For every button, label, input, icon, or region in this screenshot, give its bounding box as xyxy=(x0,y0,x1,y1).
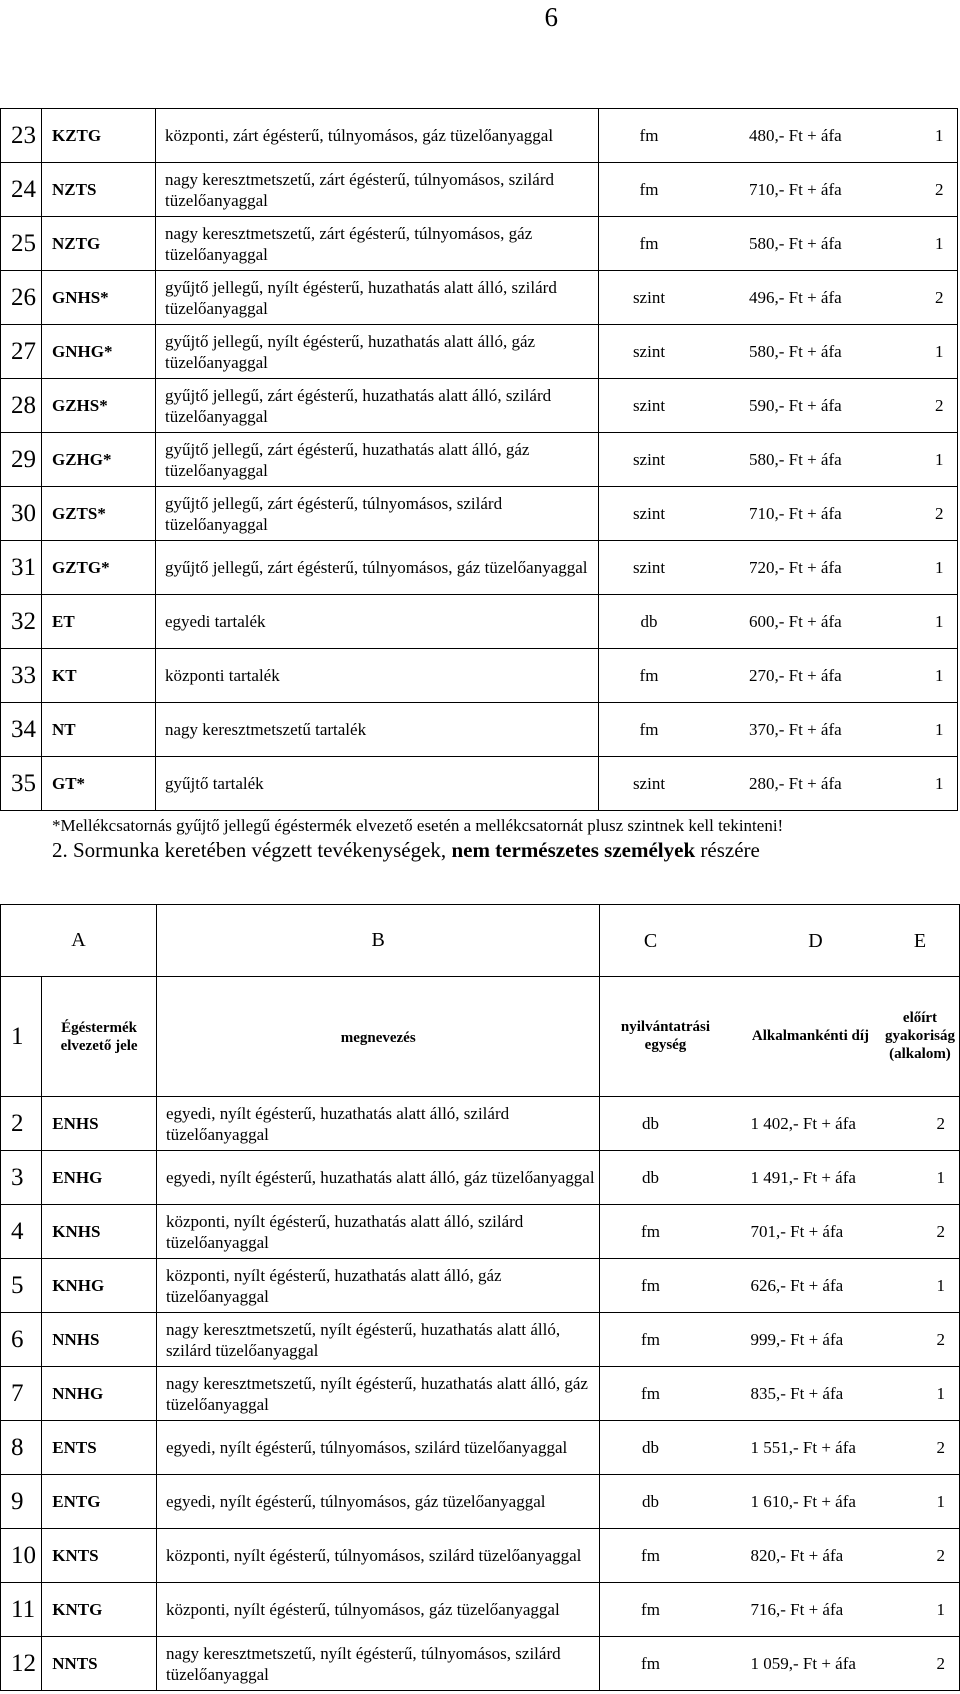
row-frequency: 2 xyxy=(936,1113,945,1133)
row-price: 590,- Ft + áfa xyxy=(749,395,842,415)
row-code: GZHS* xyxy=(42,379,156,433)
row-price: 370,- Ft + áfa xyxy=(749,719,842,739)
row-price: 1 059,- Ft + áfa xyxy=(750,1653,856,1673)
row-code: KNTG xyxy=(42,1583,157,1637)
row-frequency: 1 xyxy=(935,557,944,577)
row-code: NNHG xyxy=(42,1367,157,1421)
table-row xyxy=(1,163,958,217)
row-frequency: 1 xyxy=(935,125,944,145)
row-unit: db xyxy=(641,1437,659,1457)
table-row xyxy=(1,1097,960,1151)
row-pricing xyxy=(599,271,958,325)
row-description: egyedi, nyílt égésterű, huzathatás alatt álló, gáz tüzelőanyaggal xyxy=(156,1151,600,1205)
row-description: nagy keresztmetszetű, nyílt égésterű, huzathatás alatt álló, gáz tüzelőanyaggal xyxy=(156,1367,600,1421)
table-row xyxy=(1,109,958,163)
table-row xyxy=(1,379,958,433)
row-price: 270,- Ft + áfa xyxy=(749,665,842,685)
table-row xyxy=(1,757,958,811)
table-row xyxy=(1,433,958,487)
header-row xyxy=(1,977,960,1097)
row-number: 12 xyxy=(1,1637,42,1691)
row-unit: fm xyxy=(641,1383,660,1403)
row-pricing xyxy=(599,163,958,217)
row-unit: db xyxy=(641,1167,659,1187)
row-number: 5 xyxy=(1,1259,42,1313)
row-price: 496,- Ft + áfa xyxy=(749,287,842,307)
row-description: egyedi, nyílt égésterű, huzathatás alatt álló, szilárd tüzelőanyaggal xyxy=(156,1097,600,1151)
row-frequency: 2 xyxy=(936,1545,945,1565)
row-number: 30 xyxy=(1,487,42,541)
row-unit: fm xyxy=(641,1221,660,1241)
row-frequency: 1 xyxy=(935,449,944,469)
row-description: nagy keresztmetszetű, nyílt égésterű, túlnyomásos, szilárd tüzelőanyaggal xyxy=(156,1637,600,1691)
row-price: 716,- Ft + áfa xyxy=(750,1599,844,1619)
table-row xyxy=(1,1205,960,1259)
row-price: 626,- Ft + áfa xyxy=(750,1275,844,1295)
row-frequency: 1 xyxy=(935,773,944,793)
row-code: GT* xyxy=(42,757,156,811)
row-number: 27 xyxy=(1,325,42,379)
row-frequency: 1 xyxy=(936,1167,945,1187)
table-row xyxy=(1,1475,960,1529)
row-pricing xyxy=(599,595,958,649)
row-unit: db xyxy=(640,611,658,631)
row-description: nagy keresztmetszetű, zárt égésterű, túlnyomásos, gáz tüzelőanyaggal xyxy=(156,217,599,271)
row-code: GZHG* xyxy=(42,433,156,487)
row-code: KNTS xyxy=(42,1529,157,1583)
row-description: központi, zárt égésterű, túlnyomásos, gáz tüzelőanyaggal xyxy=(156,109,599,163)
row-pricing xyxy=(600,1637,960,1691)
row-code: KNHS xyxy=(42,1205,157,1259)
row-pricing xyxy=(599,217,958,271)
section-number: 2. xyxy=(52,838,68,862)
table-row xyxy=(1,1637,960,1691)
row-frequency: 1 xyxy=(935,611,944,631)
row-unit: szint xyxy=(632,395,666,415)
col-letters-cde xyxy=(600,905,960,977)
row-code: NT xyxy=(42,703,156,757)
row-pricing xyxy=(600,1259,960,1313)
row-pricing xyxy=(600,1583,960,1637)
row-frequency: 1 xyxy=(936,1383,945,1403)
row-number: 29 xyxy=(1,433,42,487)
row-pricing xyxy=(599,487,958,541)
row-code: GNHG* xyxy=(42,325,156,379)
row-pricing xyxy=(599,433,958,487)
row-description: központi, nyílt égésterű, huzathatás alatt álló, gáz tüzelőanyaggal xyxy=(156,1259,600,1313)
row-description: központi, nyílt égésterű, huzathatás alatt álló, szilárd tüzelőanyaggal xyxy=(156,1205,600,1259)
table-row xyxy=(1,1313,960,1367)
row-price: 710,- Ft + áfa xyxy=(749,503,842,523)
row-price: 580,- Ft + áfa xyxy=(749,341,842,361)
table-row xyxy=(1,325,958,379)
row-pricing xyxy=(600,1151,960,1205)
row-description: központi, nyílt égésterű, túlnyomásos, gáz tüzelőanyaggal xyxy=(156,1583,600,1637)
row-description: nagy keresztmetszetű tartalék xyxy=(156,703,599,757)
row-description: központi, nyílt égésterű, túlnyomásos, szilárd tüzelőanyaggal xyxy=(156,1529,600,1583)
row-number: 28 xyxy=(1,379,42,433)
header-desc: megnevezés xyxy=(156,977,600,1097)
row-number: 6 xyxy=(1,1313,42,1367)
section-text-before: Sormunka keretében végzett tevékenységek, xyxy=(73,838,447,862)
col-letter-c: C xyxy=(643,929,658,952)
row-price: 1 551,- Ft + áfa xyxy=(750,1437,856,1457)
row-description: központi tartalék xyxy=(156,649,599,703)
row-number: 33 xyxy=(1,649,42,703)
row-code: ENTS xyxy=(42,1421,157,1475)
row-price: 1 402,- Ft + áfa xyxy=(750,1113,856,1133)
row-frequency: 1 xyxy=(935,665,944,685)
column-letter-row xyxy=(1,905,960,977)
table-row xyxy=(1,1259,960,1313)
row-code: NNHS xyxy=(42,1313,157,1367)
row-unit: fm xyxy=(639,125,659,145)
table-row xyxy=(1,487,958,541)
row-unit: fm xyxy=(641,1653,660,1673)
row-number: 2 xyxy=(1,1097,42,1151)
section-text-after: részére xyxy=(700,838,760,862)
row-pricing xyxy=(599,649,958,703)
row-price: 580,- Ft + áfa xyxy=(749,233,842,253)
row-description: gyűjtő tartalék xyxy=(156,757,599,811)
row-number: 35 xyxy=(1,757,42,811)
row-description: gyűjtő jellegű, nyílt égésterű, huzathatás alatt álló, gáz tüzelőanyaggal xyxy=(156,325,599,379)
row-frequency: 2 xyxy=(935,179,944,199)
row-unit: fm xyxy=(641,1329,660,1349)
row-number: 10 xyxy=(1,1529,42,1583)
row-description: gyűjtő jellegű, zárt égésterű, túlnyomásos, gáz tüzelőanyaggal xyxy=(156,541,599,595)
row-pricing xyxy=(599,109,958,163)
row-frequency: 1 xyxy=(936,1275,945,1295)
row-code: NZTG xyxy=(42,217,156,271)
row-description: gyűjtő jellegű, zárt égésterű, huzathatás alatt álló, szilárd tüzelőanyaggal xyxy=(156,379,599,433)
row-unit: fm xyxy=(639,233,659,253)
row-frequency: 1 xyxy=(935,341,944,361)
table-row xyxy=(1,595,958,649)
row-code: ENTG xyxy=(42,1475,157,1529)
header-code: Égéstermék elvezető jele xyxy=(42,977,157,1097)
row-unit: fm xyxy=(639,179,659,199)
row-price: 720,- Ft + áfa xyxy=(749,557,842,577)
row-price: 835,- Ft + áfa xyxy=(750,1383,844,1403)
row-price: 1 491,- Ft + áfa xyxy=(750,1167,856,1187)
row-pricing xyxy=(599,541,958,595)
table-row xyxy=(1,1367,960,1421)
row-pricing xyxy=(600,1313,960,1367)
table-row xyxy=(1,703,958,757)
row-code: GZTG* xyxy=(42,541,156,595)
col-letter-e: E xyxy=(913,929,927,952)
row-pricing xyxy=(599,325,958,379)
row-description: nagy keresztmetszetű, nyílt égésterű, huzathatás alatt álló, szilárd tüzelőanyaggal xyxy=(156,1313,600,1367)
row-description: egyedi tartalék xyxy=(156,595,599,649)
row-frequency: 2 xyxy=(936,1329,945,1349)
table-row xyxy=(1,649,958,703)
row-price: 710,- Ft + áfa xyxy=(749,179,842,199)
table-row xyxy=(1,1529,960,1583)
header-rest xyxy=(600,977,960,1097)
row-pricing xyxy=(600,1421,960,1475)
row-unit: db xyxy=(641,1491,659,1511)
row-pricing xyxy=(600,1529,960,1583)
row-frequency: 2 xyxy=(936,1437,945,1457)
row-price: 580,- Ft + áfa xyxy=(749,449,842,469)
header-unit: nyilvántatrási egység xyxy=(620,1018,711,1053)
row-number: 8 xyxy=(1,1421,42,1475)
footnote: *Mellékcsatornás gyűjtő jellegű égéstermék elvezető esetén a mellékcsatornát plusz szintnek kell tekinteni! xyxy=(52,816,784,835)
row-number: 11 xyxy=(1,1583,42,1637)
row-pricing xyxy=(599,703,958,757)
row-code: GZTS* xyxy=(42,487,156,541)
row-price: 280,- Ft + áfa xyxy=(749,773,842,793)
row-description: gyűjtő jellegű, nyílt égésterű, huzathatás alatt álló, szilárd tüzelőanyaggal xyxy=(156,271,599,325)
row-number: 25 xyxy=(1,217,42,271)
row-unit: szint xyxy=(632,503,666,523)
row-description: nagy keresztmetszetű, zárt égésterű, túlnyomásos, szilárd tüzelőanyaggal xyxy=(156,163,599,217)
section-heading xyxy=(52,838,760,863)
row-unit: szint xyxy=(632,773,666,793)
row-pricing xyxy=(599,379,958,433)
row-unit: szint xyxy=(632,341,666,361)
row-code: GNHS* xyxy=(42,271,156,325)
header-price: Alkalmankénti díj xyxy=(751,1027,870,1044)
section-text-bold: nem természetes személyek xyxy=(451,838,696,862)
price-table-1 xyxy=(0,108,958,811)
row-price: 701,- Ft + áfa xyxy=(750,1221,844,1241)
row-frequency: 1 xyxy=(936,1491,945,1511)
row-frequency: 1 xyxy=(935,233,944,253)
table-row xyxy=(1,1421,960,1475)
col-letter-b: B xyxy=(156,905,600,977)
row-price: 480,- Ft + áfa xyxy=(749,125,842,145)
row-code: KNHG xyxy=(42,1259,157,1313)
row-frequency: 2 xyxy=(936,1653,945,1673)
row-number: 4 xyxy=(1,1205,42,1259)
row-pricing xyxy=(600,1097,960,1151)
row-unit: fm xyxy=(641,1275,660,1295)
page-number: 6 xyxy=(544,2,558,32)
row-frequency: 2 xyxy=(935,503,944,523)
row-frequency: 2 xyxy=(935,287,944,307)
price-table-2 xyxy=(0,904,960,1691)
row-code: ET xyxy=(42,595,156,649)
col-letter-d: D xyxy=(808,929,823,952)
table-row xyxy=(1,217,958,271)
row-description: egyedi, nyílt égésterű, túlnyomásos, gáz tüzelőanyaggal xyxy=(156,1475,600,1529)
row-unit: szint xyxy=(632,287,666,307)
row-unit: szint xyxy=(632,449,666,469)
row-price: 600,- Ft + áfa xyxy=(749,611,842,631)
row-pricing xyxy=(600,1367,960,1421)
row-price: 999,- Ft + áfa xyxy=(750,1329,844,1349)
row-pricing xyxy=(600,1205,960,1259)
row-frequency: 1 xyxy=(935,719,944,739)
header-num: 1 xyxy=(1,977,42,1097)
row-frequency: 2 xyxy=(936,1221,945,1241)
row-pricing xyxy=(599,757,958,811)
row-number: 23 xyxy=(1,109,42,163)
row-price: 820,- Ft + áfa xyxy=(750,1545,844,1565)
row-description: gyűjtő jellegű, zárt égésterű, huzathatás alatt álló, gáz tüzelőanyaggal xyxy=(156,433,599,487)
row-code: ENHG xyxy=(42,1151,157,1205)
row-unit: fm xyxy=(641,1599,660,1619)
row-description: egyedi, nyílt égésterű, túlnyomásos, szilárd tüzelőanyaggal xyxy=(156,1421,600,1475)
row-description: gyűjtő jellegű, zárt égésterű, túlnyomásos, szilárd tüzelőanyaggal xyxy=(156,487,599,541)
col-letter-a: A xyxy=(1,905,157,977)
table-row xyxy=(1,1583,960,1637)
row-price: 1 610,- Ft + áfa xyxy=(750,1491,856,1511)
row-unit: fm xyxy=(639,665,659,685)
header-freq: előírt gyakoriság (alkalom) xyxy=(884,1009,955,1062)
row-number: 32 xyxy=(1,595,42,649)
row-unit: db xyxy=(641,1113,659,1133)
row-number: 3 xyxy=(1,1151,42,1205)
row-frequency: 2 xyxy=(935,395,944,415)
row-code: KZTG xyxy=(42,109,156,163)
row-pricing xyxy=(600,1475,960,1529)
row-number: 26 xyxy=(1,271,42,325)
row-number: 24 xyxy=(1,163,42,217)
row-number: 31 xyxy=(1,541,42,595)
row-unit: fm xyxy=(641,1545,660,1565)
row-code: KT xyxy=(42,649,156,703)
row-unit: szint xyxy=(632,557,666,577)
table-row xyxy=(1,541,958,595)
table-row xyxy=(1,1151,960,1205)
row-number: 7 xyxy=(1,1367,42,1421)
row-code: ENHS xyxy=(42,1097,157,1151)
row-frequency: 1 xyxy=(936,1599,945,1619)
row-code: NNTS xyxy=(42,1637,157,1691)
row-unit: fm xyxy=(639,719,659,739)
row-code: NZTS xyxy=(42,163,156,217)
table-row xyxy=(1,271,958,325)
row-number: 9 xyxy=(1,1475,42,1529)
row-number: 34 xyxy=(1,703,42,757)
